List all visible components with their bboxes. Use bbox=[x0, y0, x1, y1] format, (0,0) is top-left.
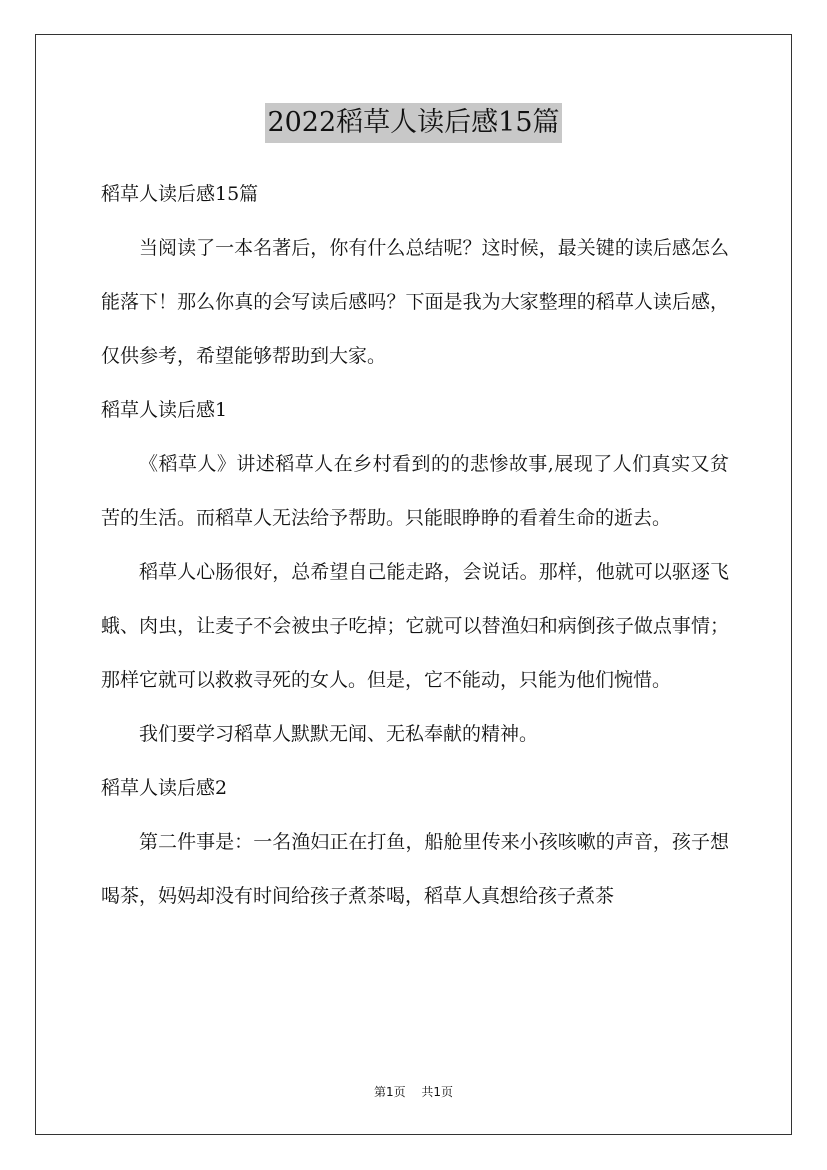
document-title-text: 2022稻草人读后感15篇 bbox=[265, 103, 561, 143]
body-paragraph: 《稻草人》讲述稻草人在乡村看到的的悲惨故事,展现了人们真实又贫苦的生活。而稻草人无法给予帮助。只能眼睁睁的看着生命的逝去。 bbox=[101, 453, 729, 529]
body-paragraph: 我们要学习稻草人默默无闻、无私奉献的精神。 bbox=[139, 723, 539, 745]
page-total: 共1页 bbox=[421, 1085, 454, 1099]
intro-paragraph: 当阅读了一本名著后，你有什么总结呢？这时候，最关键的读后感怎么能落下！那么你真的会写读后感吗？下面是我为大家整理的稻草人读后感，仅供参考，希望能够帮助到大家。 bbox=[101, 237, 729, 367]
document-title bbox=[0, 103, 827, 143]
body-paragraph: 稻草人心肠很好，总希望自己能走路，会说话。那样，他就可以驱逐飞蛾、肉虫，让麦子不会被虫子吃掉；它就可以替渔妇和病倒孩子做点事情；那样它就可以救救寻死的女人。但是，它不能动，只能为他们惋惜。 bbox=[101, 561, 729, 691]
body-paragraph: 第二件事是：一名渔妇正在打鱼，船舱里传来小孩咳嗽的声音，孩子想喝茶，妈妈却没有时间给孩子煮茶喝，稻草人真想给孩子煮茶 bbox=[101, 831, 729, 907]
subtitle: 稻草人读后感15篇 bbox=[101, 183, 259, 205]
page-number: 第1页 bbox=[373, 1085, 406, 1099]
section-heading-2: 稻草人读后感2 bbox=[101, 777, 228, 799]
document-body bbox=[101, 167, 729, 923]
section-heading-1: 稻草人读后感1 bbox=[101, 399, 228, 421]
page-footer bbox=[0, 1083, 827, 1100]
